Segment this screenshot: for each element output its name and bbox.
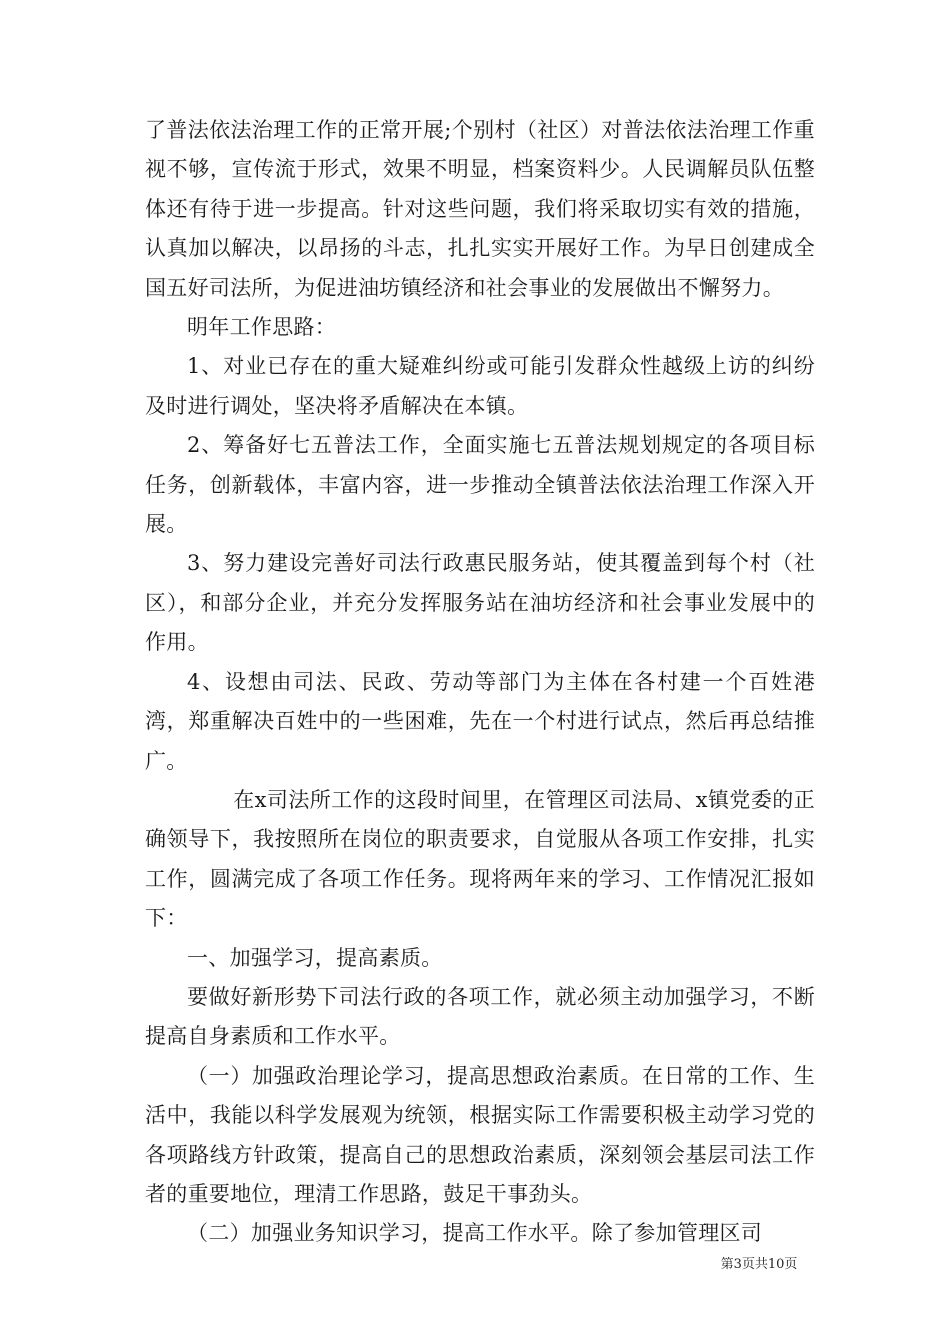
paragraph-10-subsection-1: （一）加强政治理论学习，提高思想政治素质。在日常的工作、生活中，我能以科学发展观为统领，根据实际工作需要积极主动学习党的各项路线方针政策，提高自己的思想政治素质，深刻领会基层司法工作者的重要地位，理清工作思路，鼓足干事劲头。 xyxy=(145,1063,815,1206)
paragraph-1: 了普法依法治理工作的正常开展;个别村（社区）对普法依法治理工作重视不够，宣传流于形式，效果不明显，档案资料少。人民调解员队伍整体还有待于进一步提高。针对这些问题，我们将采取切实有效的措施，认真加以解决，以昂扬的斗志，扎扎实实开展好工作。为早日创建成全国五好司法所，为促进油坊镇经济和社会事业的发展做出不懈努力。 xyxy=(145,118,815,300)
paragraph-3-item-1: 1、对业已存在的重大疑难纠纷或可能引发群众性越级上访的纠纷及时进行调处，坚决将矛盾解决在本镇。 xyxy=(145,354,815,418)
paragraph-6-item-4: 4、设想由司法、民政、劳动等部门为主体在各村建一个百姓港湾，郑重解决百姓中的一些困难，先在一个村进行试点，然后再总结推广。 xyxy=(145,669,815,773)
paragraph-7-intro: 在x司法所工作的这段时间里，在管理区司法局、x镇党委的正确领导下，我按照所在岗位的职责要求，自觉服从各项工作安排，扎实工作，圆满完成了各项工作任务。现将两年来的学习、工作情况汇报如下： xyxy=(145,787,815,931)
page-footer xyxy=(0,1253,950,1272)
paragraph-4-item-2: 2、筹备好七五普法工作，全面实施七五普法规划规定的各项目标任务，创新载体，丰富内容，进一步推动全镇普法依法治理工作深入开展。 xyxy=(145,433,815,537)
paragraph-5-item-3: 3、努力建设完善好司法行政惠民服务站，使其覆盖到每个村（社区），和部分企业，并充分发挥服务站在油坊经济和社会事业发展中的作用。 xyxy=(145,551,815,655)
paragraph-8-section-1: 一、加强学习，提高素质。 xyxy=(187,945,443,970)
paragraph-9: 要做好新形势下司法行政的各项工作，就必须主动加强学习，不断提高自身素质和工作水平。 xyxy=(145,984,815,1049)
paragraph-2-heading: 明年工作思路： xyxy=(187,315,337,340)
paragraph-11-subsection-2: （二）加强业务知识学习，提高工作水平。除了参加管理区司 xyxy=(187,1221,763,1246)
page-number: 第3页共10页 xyxy=(720,1257,798,1272)
document-body xyxy=(145,111,815,1254)
